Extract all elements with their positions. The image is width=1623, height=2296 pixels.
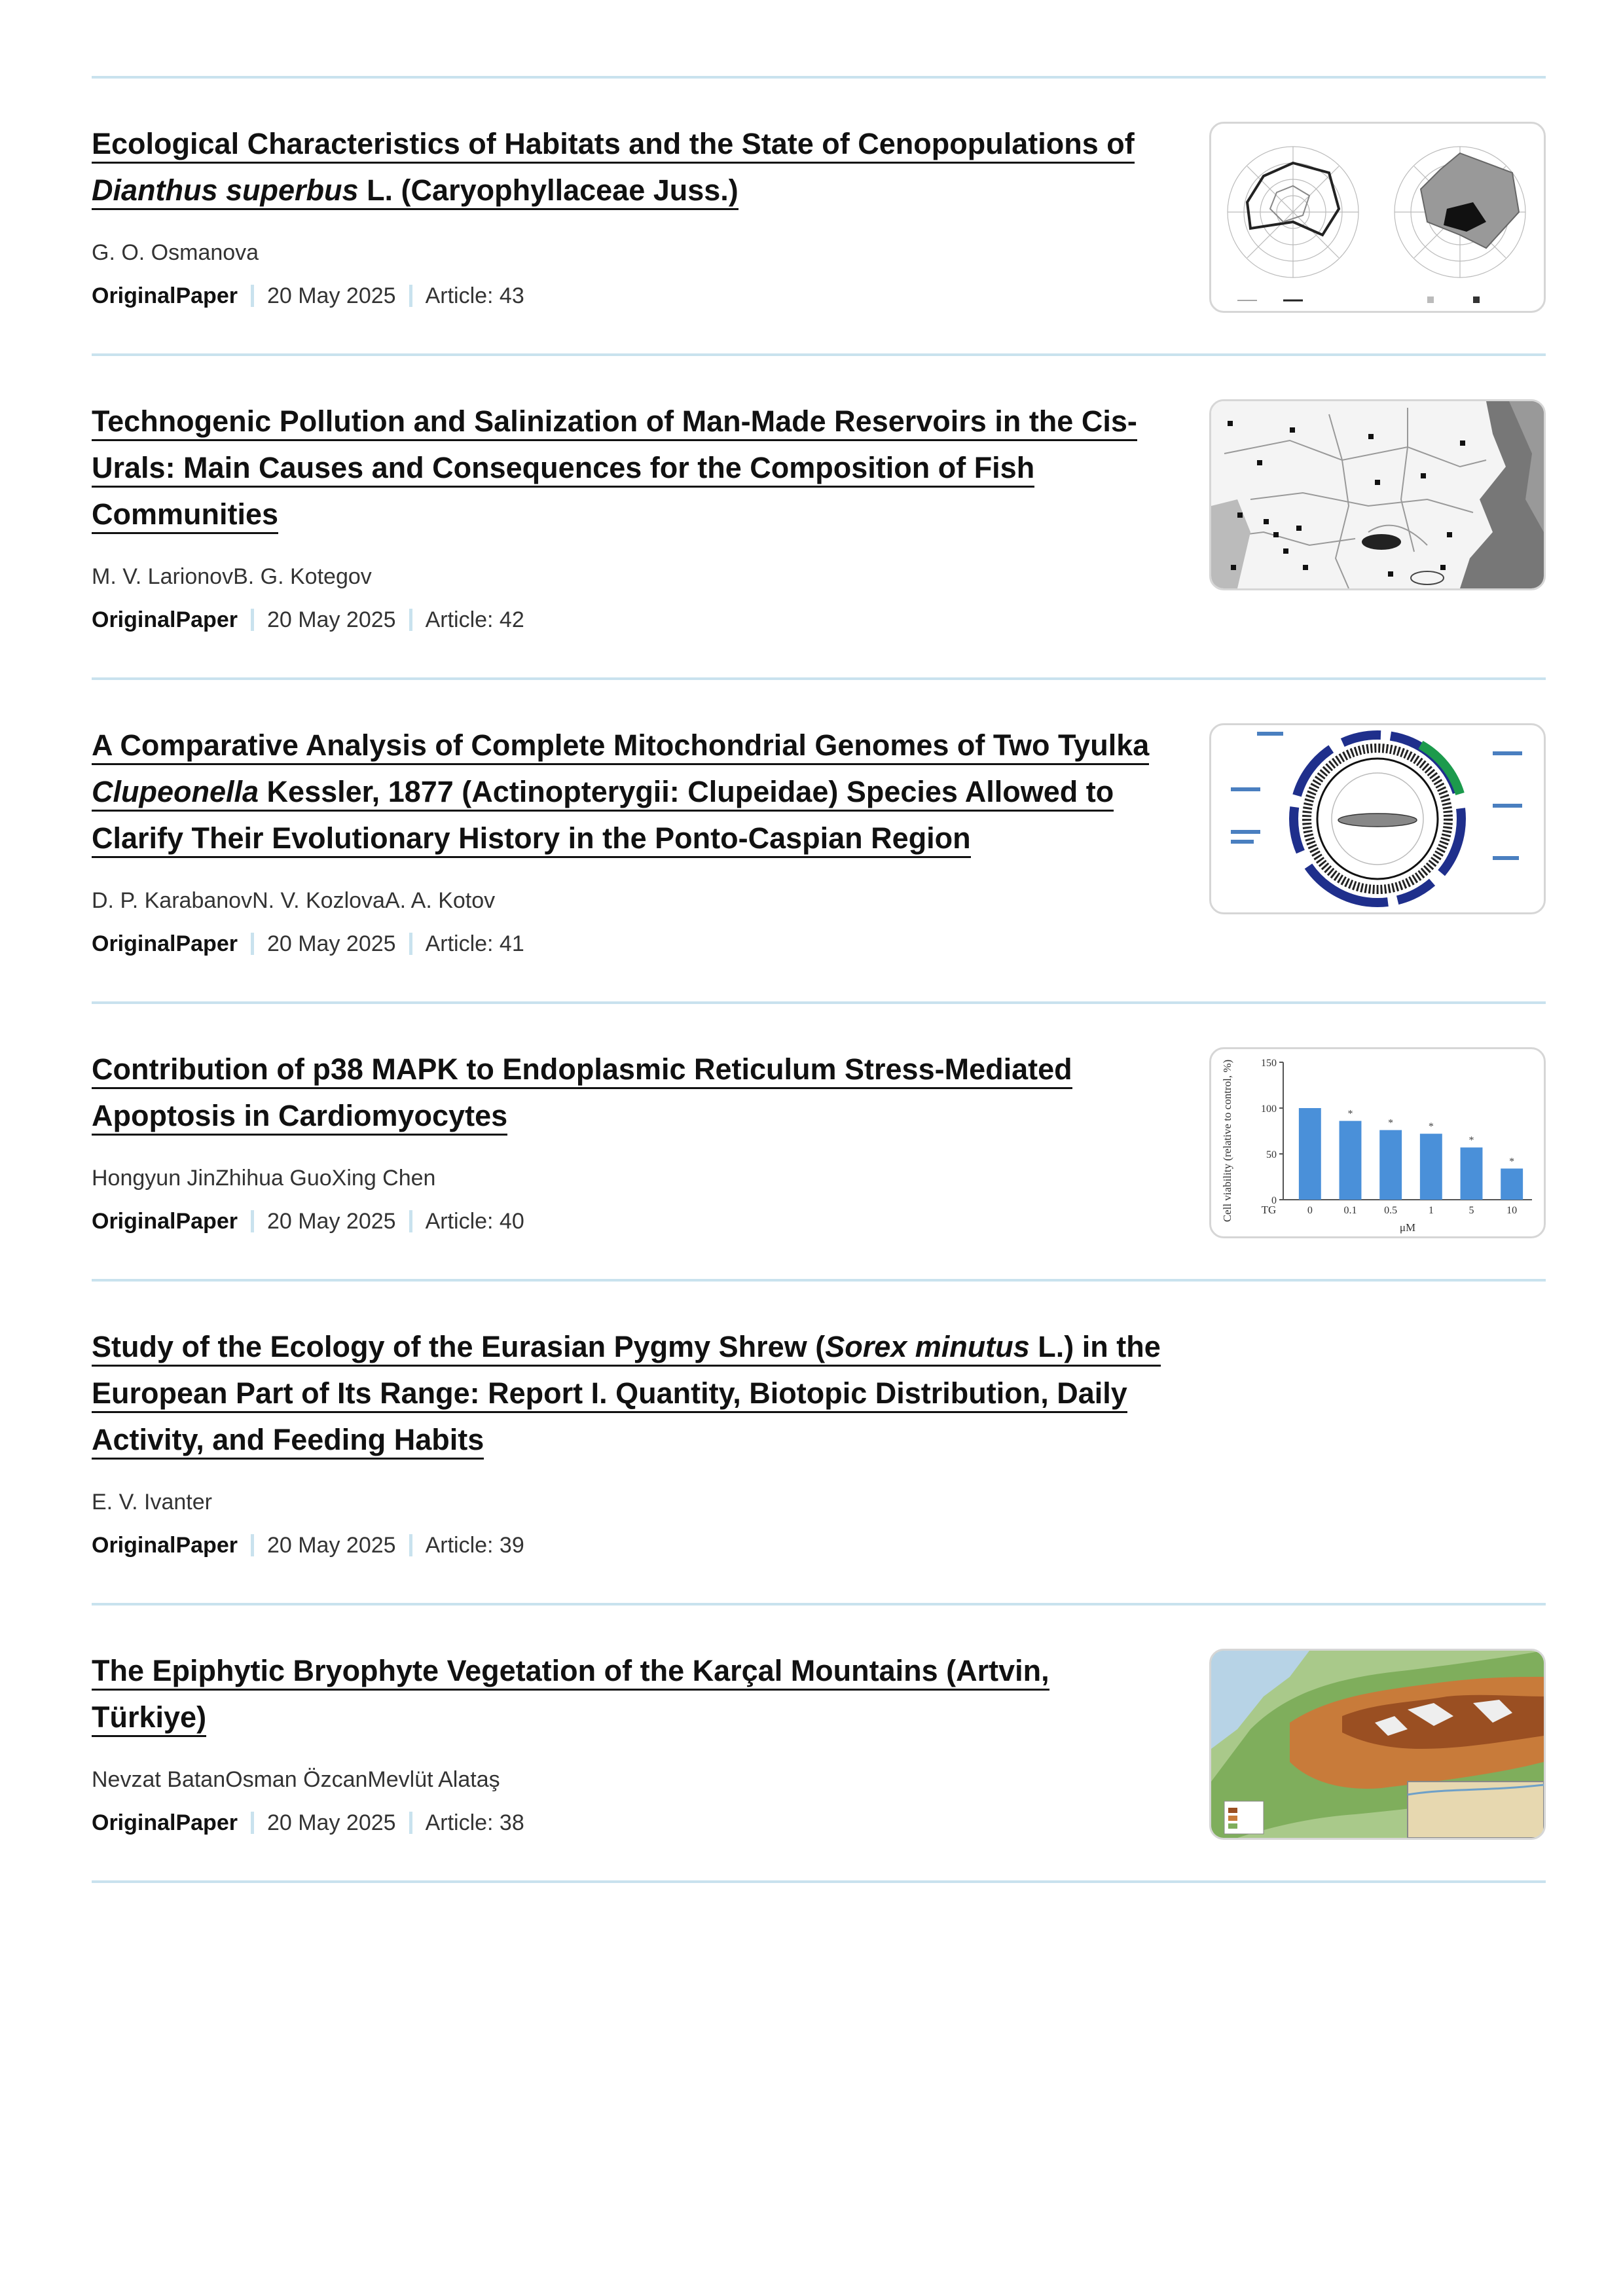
article-title-link[interactable] <box>92 404 1137 534</box>
article-date: 20 May 2025 <box>266 1810 396 1835</box>
article-date: 20 May 2025 <box>266 283 396 308</box>
bar-chart-significance-mark: * <box>1388 1117 1394 1129</box>
bar-chart-thumbnail[interactable] <box>1209 1047 1546 1238</box>
article-meta <box>92 605 1165 634</box>
article-text <box>92 398 1165 634</box>
map-image <box>1211 401 1544 588</box>
meta-separator <box>251 1534 254 1556</box>
article-authors: Nevzat BatanOsman ÖzcanMevlüt Alataş <box>92 1767 500 1792</box>
article-item <box>92 1004 1546 1279</box>
article-number: Article: 41 <box>425 931 524 956</box>
meta-separator <box>409 609 412 631</box>
article-date: 20 May 2025 <box>266 1533 396 1558</box>
title-text: Ecological Characteristics of Habitats and the State of Cenopopulations of <box>92 127 1135 160</box>
article-type: OriginalPaper <box>92 931 238 956</box>
title-text: Technogenic Pollution and Salinization of Man-Made Reservoirs in the Cis-Urals: Main Causes and Consequences for the Composition of Fish Communities <box>92 404 1137 531</box>
article-meta <box>92 929 1165 958</box>
bar-chart-y-tick-label: 50 <box>1266 1149 1277 1160</box>
article-meta <box>92 1808 1165 1837</box>
article-item <box>92 1605 1546 1880</box>
bar-chart-y-tick-label: 100 <box>1261 1103 1277 1115</box>
article-title-link[interactable] <box>92 1052 1072 1136</box>
map-thumbnail[interactable] <box>1209 399 1546 590</box>
meta-separator <box>251 1210 254 1232</box>
circular-genome-thumbnail[interactable] <box>1209 723 1546 914</box>
article-authors: G. O. Osmanova <box>92 240 259 265</box>
title-text: Study of the Ecology of the Eurasian Pygmy Shrew ( <box>92 1330 826 1363</box>
radar-charts-thumbnail[interactable] <box>1209 122 1546 313</box>
bar-chart-x-tick-label: 0 <box>1307 1205 1313 1216</box>
article-type: OriginalPaper <box>92 283 238 308</box>
article-title-link[interactable] <box>92 127 1135 210</box>
bar-chart-significance-mark: * <box>1347 1108 1353 1120</box>
article-authors: M. V. LarionovB. G. Kotegov <box>92 564 372 589</box>
article-item <box>92 680 1546 1001</box>
bar-chart-significance-mark: * <box>1468 1135 1474 1147</box>
bar-chart-x-tick-label: 1 <box>1428 1205 1434 1216</box>
bar-chart-bar <box>1379 1130 1402 1200</box>
article-item <box>92 1282 1546 1603</box>
meta-separator <box>409 285 412 307</box>
article-meta <box>92 1531 1165 1560</box>
article-title <box>92 1647 1165 1740</box>
article-text <box>92 1323 1165 1560</box>
article-title <box>92 722 1165 861</box>
bar-chart-x-first-label: TG <box>1261 1204 1277 1216</box>
title-italic: Clupeonella <box>92 775 259 808</box>
topographic-map-image <box>1211 1651 1544 1838</box>
article-authors: D. P. KarabanovN. V. KozlovaA. A. Kotov <box>92 888 496 913</box>
meta-separator <box>409 933 412 955</box>
title-text: Kessler, 1877 (Actinopterygii: Clupeidae) Species Allowed to Clarify Their Evolutionary History in the Ponto-Caspian Region <box>92 775 1114 855</box>
article-type: OriginalPaper <box>92 1209 238 1234</box>
article-item <box>92 356 1546 677</box>
divider <box>92 1880 1546 1883</box>
article-type: OriginalPaper <box>92 1533 238 1558</box>
article-text <box>92 1647 1165 1837</box>
article-authors: E. V. Ivanter <box>92 1490 212 1515</box>
article-text <box>92 1046 1165 1236</box>
article-title <box>92 1046 1165 1139</box>
circular-genome-image <box>1211 725 1544 912</box>
bar-chart-bar <box>1420 1134 1442 1200</box>
bar-chart-bar <box>1461 1147 1483 1200</box>
article-authors: Hongyun JinZhihua GuoXing Chen <box>92 1166 436 1191</box>
article-date: 20 May 2025 <box>266 607 396 632</box>
meta-separator <box>251 285 254 307</box>
meta-separator <box>409 1210 412 1232</box>
bar-chart-bar <box>1340 1121 1362 1200</box>
article-title <box>92 1323 1165 1463</box>
article-number: Article: 42 <box>425 607 524 632</box>
bar-chart-x-tick-label: 0.1 <box>1343 1205 1357 1216</box>
bar-chart-bar <box>1299 1108 1321 1200</box>
meta-separator <box>251 1812 254 1834</box>
article-meta <box>92 1207 1165 1236</box>
bar-chart-significance-mark: * <box>1428 1121 1434 1133</box>
title-text: Contribution of p38 MAPK to Endoplasmic Reticulum Stress-Mediated Apoptosis in Cardiomyocytes <box>92 1052 1072 1132</box>
article-number: Article: 40 <box>425 1209 524 1234</box>
bar-chart-y-tick-label: 0 <box>1271 1195 1277 1206</box>
bar-chart-significance-mark: * <box>1509 1156 1515 1168</box>
title-text: L.) in the European Part of Its Range: Report I. Quantity, Biotopic Distribution, Daily Activity, and Feeding Habits <box>92 1330 1161 1456</box>
bar-chart-bar <box>1501 1168 1523 1200</box>
title-italic: Sorex minutus <box>825 1330 1030 1363</box>
meta-separator <box>409 1812 412 1834</box>
meta-separator <box>251 609 254 631</box>
article-title-link[interactable] <box>92 1330 1161 1460</box>
radar-charts-image <box>1211 124 1544 311</box>
article-meta <box>92 281 1165 310</box>
article-text <box>92 120 1165 310</box>
bar-chart-x-tick-label: 10 <box>1506 1205 1518 1216</box>
bar-chart-ylabel: Cell viability (relative to control, %) <box>1221 1059 1233 1223</box>
bar-chart-x-tick-label: 5 <box>1468 1205 1474 1216</box>
title-text: The Epiphytic Bryophyte Vegetation of the Karçal Mountains (Artvin, Türkiye) <box>92 1654 1049 1734</box>
bar-chart-y-tick-label: 150 <box>1261 1058 1277 1069</box>
article-item <box>92 79 1546 353</box>
article-number: Article: 43 <box>425 283 524 308</box>
article-list <box>92 76 1546 1883</box>
article-title <box>92 398 1165 537</box>
title-text: A Comparative Analysis of Complete Mitochondrial Genomes of Two Tyulka <box>92 728 1150 762</box>
article-number: Article: 39 <box>425 1533 524 1558</box>
article-date: 20 May 2025 <box>266 931 396 956</box>
article-type: OriginalPaper <box>92 607 238 632</box>
article-title-link[interactable] <box>92 728 1149 858</box>
article-type: OriginalPaper <box>92 1810 238 1835</box>
bar-chart-x-tick-label: 0.5 <box>1384 1205 1398 1216</box>
article-date: 20 May 2025 <box>266 1209 396 1234</box>
meta-separator <box>409 1534 412 1556</box>
title-text: L. (Caryophyllaceae Juss.) <box>358 173 739 207</box>
article-title <box>92 120 1165 213</box>
article-title-link[interactable] <box>92 1654 1049 1737</box>
title-italic: Dianthus superbus <box>92 173 359 207</box>
bar-chart-xlabel: μM <box>1399 1221 1416 1234</box>
bar-chart-image <box>1211 1049 1544 1236</box>
topographic-map-thumbnail[interactable] <box>1209 1649 1546 1840</box>
article-number: Article: 38 <box>425 1810 524 1835</box>
article-text <box>92 722 1165 958</box>
meta-separator <box>251 933 254 955</box>
